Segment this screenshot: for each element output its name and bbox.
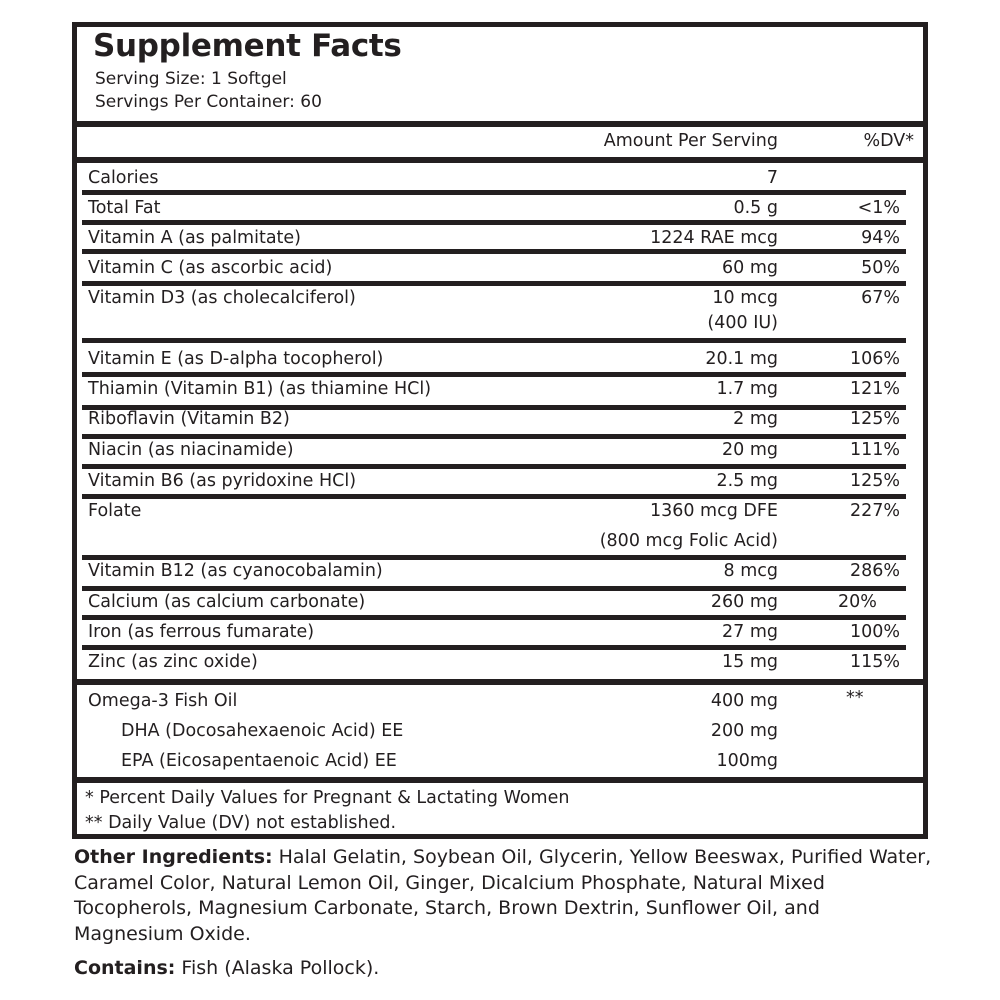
nutrient-amount: 2 mg: [733, 409, 778, 429]
nutrient-amount: 60 mg: [722, 258, 778, 278]
nutrient-name: Thiamin (Vitamin B1) (as thiamine HCl): [88, 379, 432, 399]
row-divider: [82, 281, 906, 286]
row-divider: [82, 464, 906, 469]
divider-thick: [72, 121, 928, 127]
nutrient-dv: 100%: [849, 622, 900, 642]
nutrient-name: Omega-3 Fish Oil: [88, 691, 238, 711]
nutrient-name: EPA (Eicosapentaenoic Acid) EE: [121, 751, 397, 771]
nutrient-amount: 10 mcg: [712, 288, 778, 308]
servings-per-container: Servings Per Container: 60: [95, 92, 322, 112]
row-divider: [82, 338, 906, 343]
nutrient-name: Iron (as ferrous fumarate): [88, 622, 315, 642]
nutrient-amount: 100mg: [716, 751, 778, 771]
nutrient-amount: 20 mg: [722, 440, 778, 460]
nutrient-name: DHA (Docosahexaenoic Acid) EE: [121, 721, 404, 741]
nutrient-name: Folate: [88, 501, 142, 521]
nutrient-name: Riboflavin (Vitamin B2): [88, 409, 290, 429]
nutrient-dv: 125%: [849, 409, 900, 429]
nutrient-dv: 106%: [849, 349, 900, 369]
footnote-dv: * Percent Daily Values for Pregnant & Lactating Women: [85, 788, 570, 808]
nutrient-name: Zinc (as zinc oxide): [88, 652, 258, 672]
nutrient-name: Niacin (as niacinamide): [88, 440, 294, 460]
row-divider: [82, 190, 906, 195]
dv-header: %DV*: [863, 131, 914, 151]
nutrient-dv: <1%: [857, 198, 900, 218]
nutrient-amount: 1.7 mg: [716, 379, 778, 399]
nutrient-dv: 121%: [849, 379, 900, 399]
nutrient-amount: 2.5 mg: [716, 471, 778, 491]
other-ingredients: [74, 845, 934, 947]
row-divider: [82, 645, 906, 650]
nutrient-dv: 111%: [849, 440, 900, 460]
nutrient-name: Calories: [88, 168, 159, 188]
nutrient-amount: 1360 mcg DFE: [649, 501, 778, 521]
footnote-not-established: ** Daily Value (DV) not established.: [85, 813, 397, 833]
panel-title: Supplement Facts: [93, 28, 402, 64]
nutrient-amount-secondary: (800 mcg Folic Acid): [599, 531, 778, 551]
nutrient-dv: 227%: [849, 501, 900, 521]
divider-thick: [72, 777, 928, 783]
nutrient-amount: 7: [766, 168, 778, 188]
row-divider: [82, 249, 906, 254]
divider-thick: [72, 157, 928, 163]
nutrient-amount: 1224 RAE mcg: [650, 228, 778, 248]
row-divider: [82, 220, 906, 225]
nutrient-name: Vitamin A (as palmitate): [88, 228, 302, 248]
row-divider: [82, 434, 906, 439]
nutrient-dv: **: [846, 688, 864, 708]
nutrient-dv: 50%: [861, 258, 900, 278]
nutrient-amount-secondary: (400 IU): [707, 313, 778, 333]
nutrient-amount: 0.5 g: [733, 198, 778, 218]
other-ingredients-text: Halal Gelatin, Soybean Oil, Glycerin, Yellow Beeswax, Purified Water, Caramel Color, Natural Lemon Oil, Ginger, Dicalcium Phosphate, Natural Mixed Tocopherols, Magnesium Carbonate, Starch, Brown Dextrin, Sunflower Oil, and Magnesium Oxide.: [74, 846, 932, 945]
serving-size: Serving Size: 1 Softgel: [95, 69, 287, 89]
nutrient-name: Vitamin B6 (as pyridoxine HCl): [88, 471, 357, 491]
row-divider: [82, 494, 906, 499]
nutrient-amount: 20.1 mg: [705, 349, 778, 369]
nutrient-dv: 67%: [861, 288, 900, 308]
nutrient-amount: 400 mg: [710, 691, 778, 711]
nutrient-dv: 286%: [849, 561, 900, 581]
nutrient-name: Vitamin E (as D-alpha tocopherol): [88, 349, 384, 369]
nutrient-amount: 15 mg: [722, 652, 778, 672]
divider-thick: [72, 679, 928, 685]
nutrient-amount: 27 mg: [722, 622, 778, 642]
contains-label: Contains:: [74, 957, 176, 979]
other-ingredients-label: Other Ingredients:: [74, 846, 273, 868]
supplement-facts-panel: [72, 22, 928, 839]
nutrient-dv: 94%: [861, 228, 900, 248]
nutrient-amount: 260 mg: [710, 592, 778, 612]
nutrient-amount: 200 mg: [710, 721, 778, 741]
nutrient-name: Vitamin B12 (as cyanocobalamin): [88, 561, 383, 581]
nutrient-amount: 8 mcg: [723, 561, 778, 581]
row-divider: [82, 555, 906, 560]
nutrient-dv: 125%: [849, 471, 900, 491]
allergen-contains: [74, 956, 934, 982]
nutrient-dv: 20%: [838, 592, 877, 612]
nutrient-name: Total Fat: [88, 198, 161, 218]
row-divider: [82, 615, 906, 620]
row-divider: [82, 372, 906, 377]
nutrient-name: Vitamin C (as ascorbic acid): [88, 258, 333, 278]
row-divider: [82, 586, 906, 591]
contains-text: Fish (Alaska Pollock).: [175, 957, 380, 979]
nutrient-name: Calcium (as calcium carbonate): [88, 592, 366, 612]
amount-per-serving-header: Amount Per Serving: [603, 131, 778, 151]
nutrient-dv: 115%: [849, 652, 900, 672]
nutrient-name: Vitamin D3 (as cholecalciferol): [88, 288, 356, 308]
